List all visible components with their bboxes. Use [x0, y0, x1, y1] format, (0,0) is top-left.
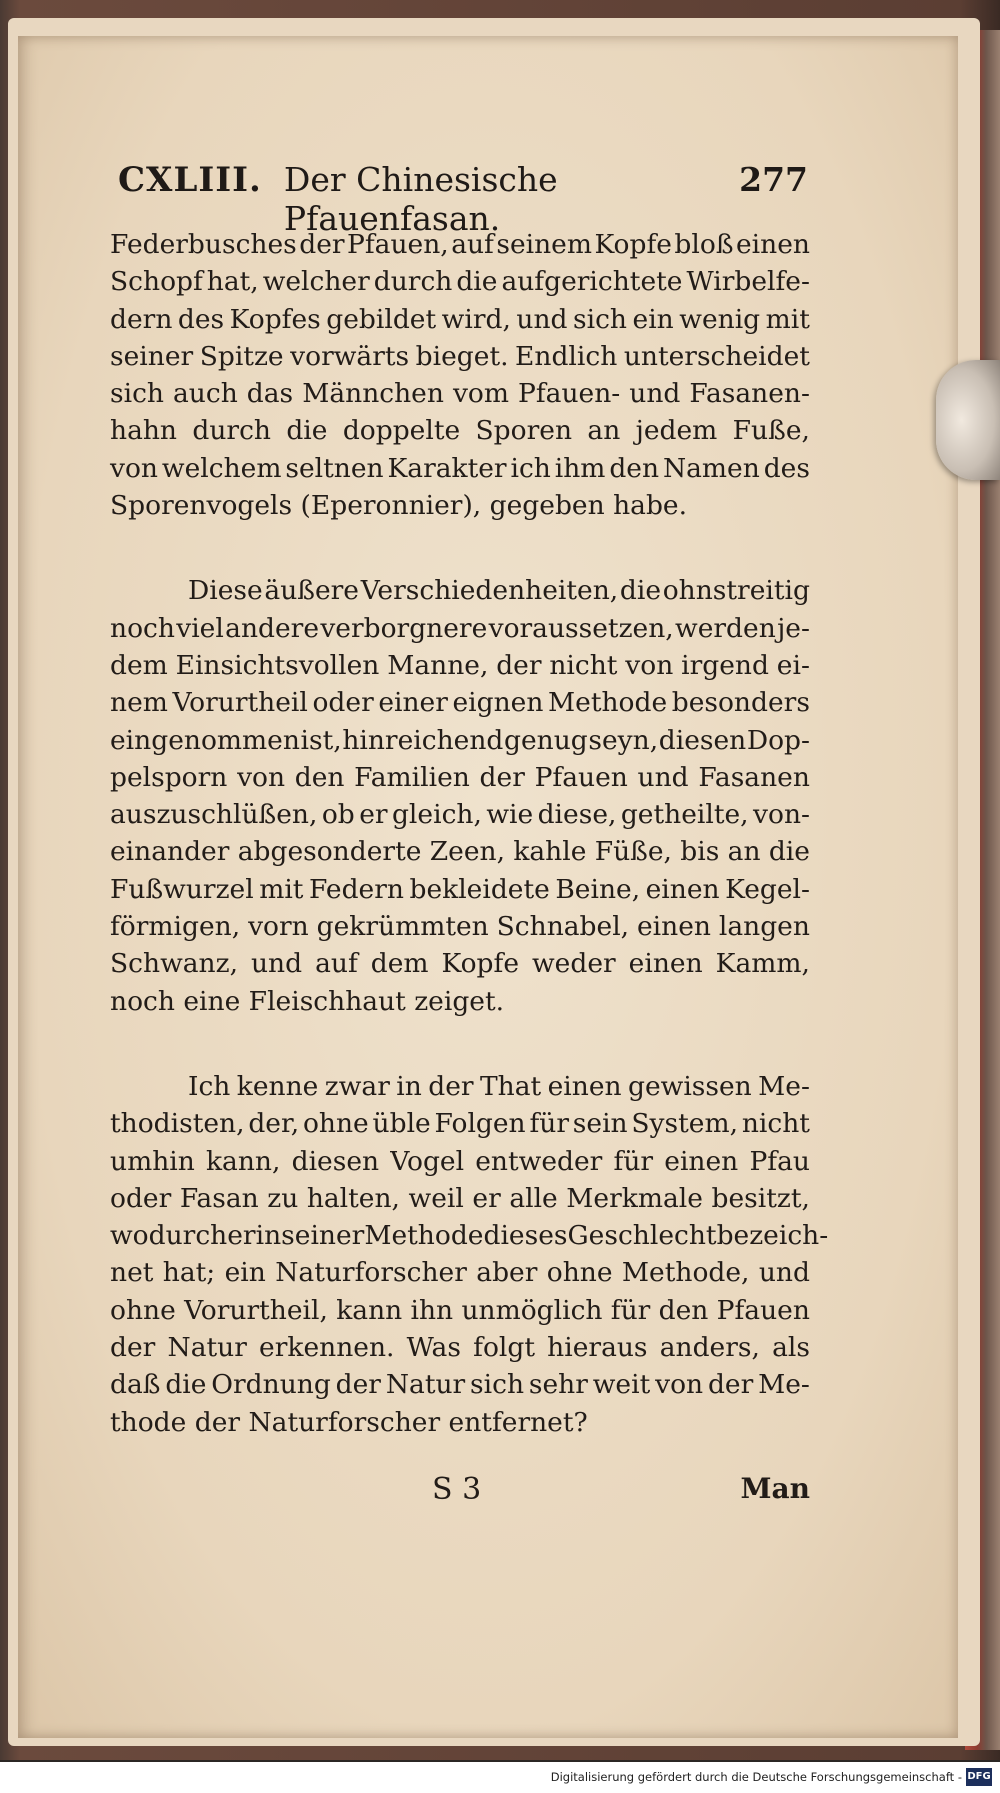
- text-line: eingenommen ist, hinreichend genug seyn, diesen Dop-: [110, 724, 810, 756]
- text-line: noch viel andere verborgnere voraussetzen, werden je-: [110, 612, 810, 644]
- chapter-title: Der Chinesische Pfauenfasan.: [283, 160, 558, 238]
- text-line: Fußwurzel mit Federn bekleidete Beine, einen Kegel-: [110, 873, 810, 905]
- text-line: einander abgesonderte Zeen, kahle Füße, bis an die: [110, 836, 810, 868]
- text-line: Diese äußere Verschiedenheiten, die ohnstreitig: [188, 575, 810, 607]
- text-line: förmigen, vorn gekrümmten Schnabel, einen langen: [110, 911, 810, 943]
- text-line: dem Einsichtsvollen Manne, der nicht von irgend ei-: [110, 649, 810, 681]
- text-line: Federbusches der Pfauen, auf seinem Kopfe bloß einen: [110, 229, 810, 260]
- text-line: Schwanz, und auf dem Kopfe weder einen Kamm,: [110, 948, 810, 980]
- text-line: ohne Vorurtheil, kann ihn unmöglich für den Pfauen: [110, 1294, 810, 1326]
- text-line: sich auch das Männchen vom Pfauen- und Fasanen-: [110, 378, 810, 410]
- text-line: der Natur erkennen. Was folgt hieraus anders, als: [110, 1332, 810, 1364]
- catchword: Man: [740, 1472, 810, 1505]
- dfg-logo: DFG: [966, 1768, 992, 1786]
- text-line: daß die Ordnung der Natur sich sehr weit von der Me-: [110, 1369, 810, 1401]
- text-line: nem Vorurtheil oder einer eignen Methode besonders: [110, 687, 810, 719]
- text-line: dern des Kopfes gebildet wird, und sich ein wenig mit: [110, 303, 810, 335]
- body-text: [110, 226, 829, 1489]
- text-line: noch eine Fleischhaut zeiget.: [110, 985, 505, 1017]
- digitization-credit: Digitalisierung gefördert durch die Deutsche Forschungsgemeinschaft -: [550, 1770, 962, 1784]
- text-line: thodisten, der, ohne üble Folgen für sein System, nicht: [110, 1108, 810, 1140]
- text-line: oder Fasan zu halten, weil er alle Merkmale besitzt,: [110, 1182, 810, 1214]
- page-number: 277: [739, 160, 808, 199]
- text-line: seiner Spitze vorwärts bieget. Endlich unterscheidet: [110, 340, 810, 372]
- page-footer: [110, 1472, 810, 1522]
- paragraph: [110, 1068, 829, 1441]
- text-line: von welchem seltnen Karakter ich ihm den Namen des: [110, 452, 810, 484]
- paragraph: [110, 226, 810, 524]
- paragraph: [110, 572, 810, 1020]
- signature-mark: S 3: [432, 1472, 482, 1507]
- text-line: thode der Naturforscher entfernet?: [110, 1406, 588, 1438]
- book-clasp: [936, 360, 1000, 480]
- running-head: [118, 160, 808, 238]
- credit-bar: [0, 1762, 1000, 1793]
- text-line: Sporenvogels (Eperonnier), gegeben habe.: [110, 490, 688, 522]
- text-line: pelsporn von den Familien der Pfauen und Fasanen: [110, 761, 810, 793]
- text-line: auszuschlüßen, ob er gleich, wie diese, getheilte, von-: [110, 799, 810, 831]
- text-line: hahn durch die doppelte Sporen an jedem Fuße,: [110, 415, 810, 447]
- text-line: wodurch er in seiner Methode dieses Geschlecht bezeich-: [110, 1220, 829, 1252]
- text-line: Schopf hat, welcher durch die aufgerichtete Wirbelfe-: [110, 266, 810, 298]
- text-line: umhin kann, diesen Vogel entweder für einen Pfau: [110, 1145, 810, 1177]
- text-line: net hat; ein Naturforscher aber ohne Methode, und: [110, 1257, 810, 1289]
- text-line: Ich kenne zwar in der That einen gewissen Me-: [188, 1070, 810, 1102]
- chapter-number: CXLIII.: [118, 160, 262, 200]
